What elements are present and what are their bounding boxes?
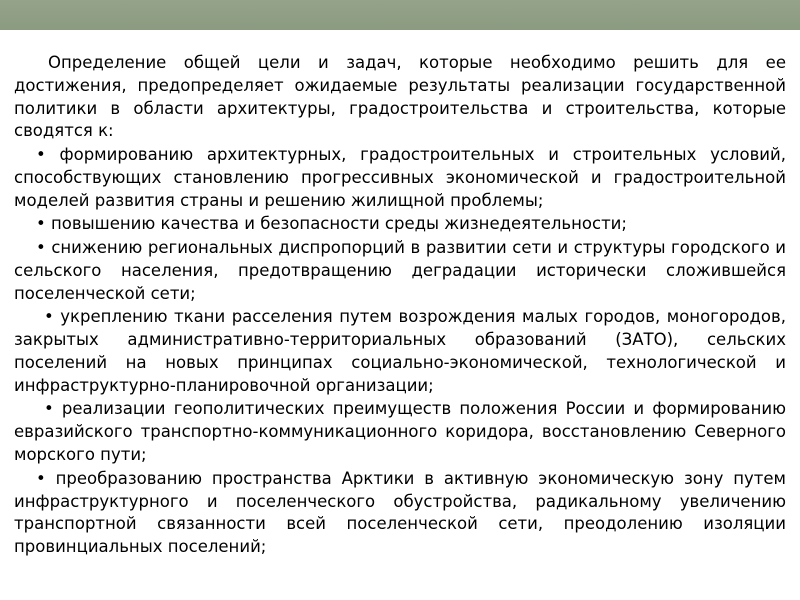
slide-body — [0, 30, 800, 600]
slide-header-band — [0, 0, 800, 30]
bullet-item: • повышению качества и безопасности среды жизнедеятельности; — [36, 214, 627, 234]
slide-header-band-fill — [0, 0, 800, 30]
bullet-item: • снижению региональных диспропорций в развитии сети и структуры городского и сельского населения, предотвращению деградации исторически сложившейся поселенческой сети; — [14, 238, 786, 303]
bullet-item: • укреплению ткани расселения путем возрождения малых городов, моногородов, закрытых административно-территориальных образований (ЗАТО), сельских поселений на новых принципах социально-экономической, технологической и инфраструктурно-планировочной организации; — [14, 307, 786, 395]
bullet-item: • преобразованию пространства Арктики в активную экономическую зону путем инфраструктурного и поселенческого обустройства, радикальному увеличению транспортной связанности всей поселенческой сети, преодолению изоляции провинциальных поселений; — [14, 468, 786, 557]
bullet-item: • реализации геополитических преимуществ положения России и формированию евразийского транспортно-коммуникационного коридора, восстановлению Северного морского пути; — [14, 399, 786, 465]
bullet-item: • формированию архитектурных, градостроительных и строительных условий, способствующих становлению прогрессивных экономической и градостроительной моделей развития страны и решению жилищной проблемы; — [14, 145, 786, 210]
paragraph-intro: Определение общей цели и задач, которые необходимо решить для ее достижения, предопределяет ожидаемые результаты реализации государственной политики в области архитектуры, градостроительства и строительства, которые сводятся к: — [14, 53, 786, 141]
